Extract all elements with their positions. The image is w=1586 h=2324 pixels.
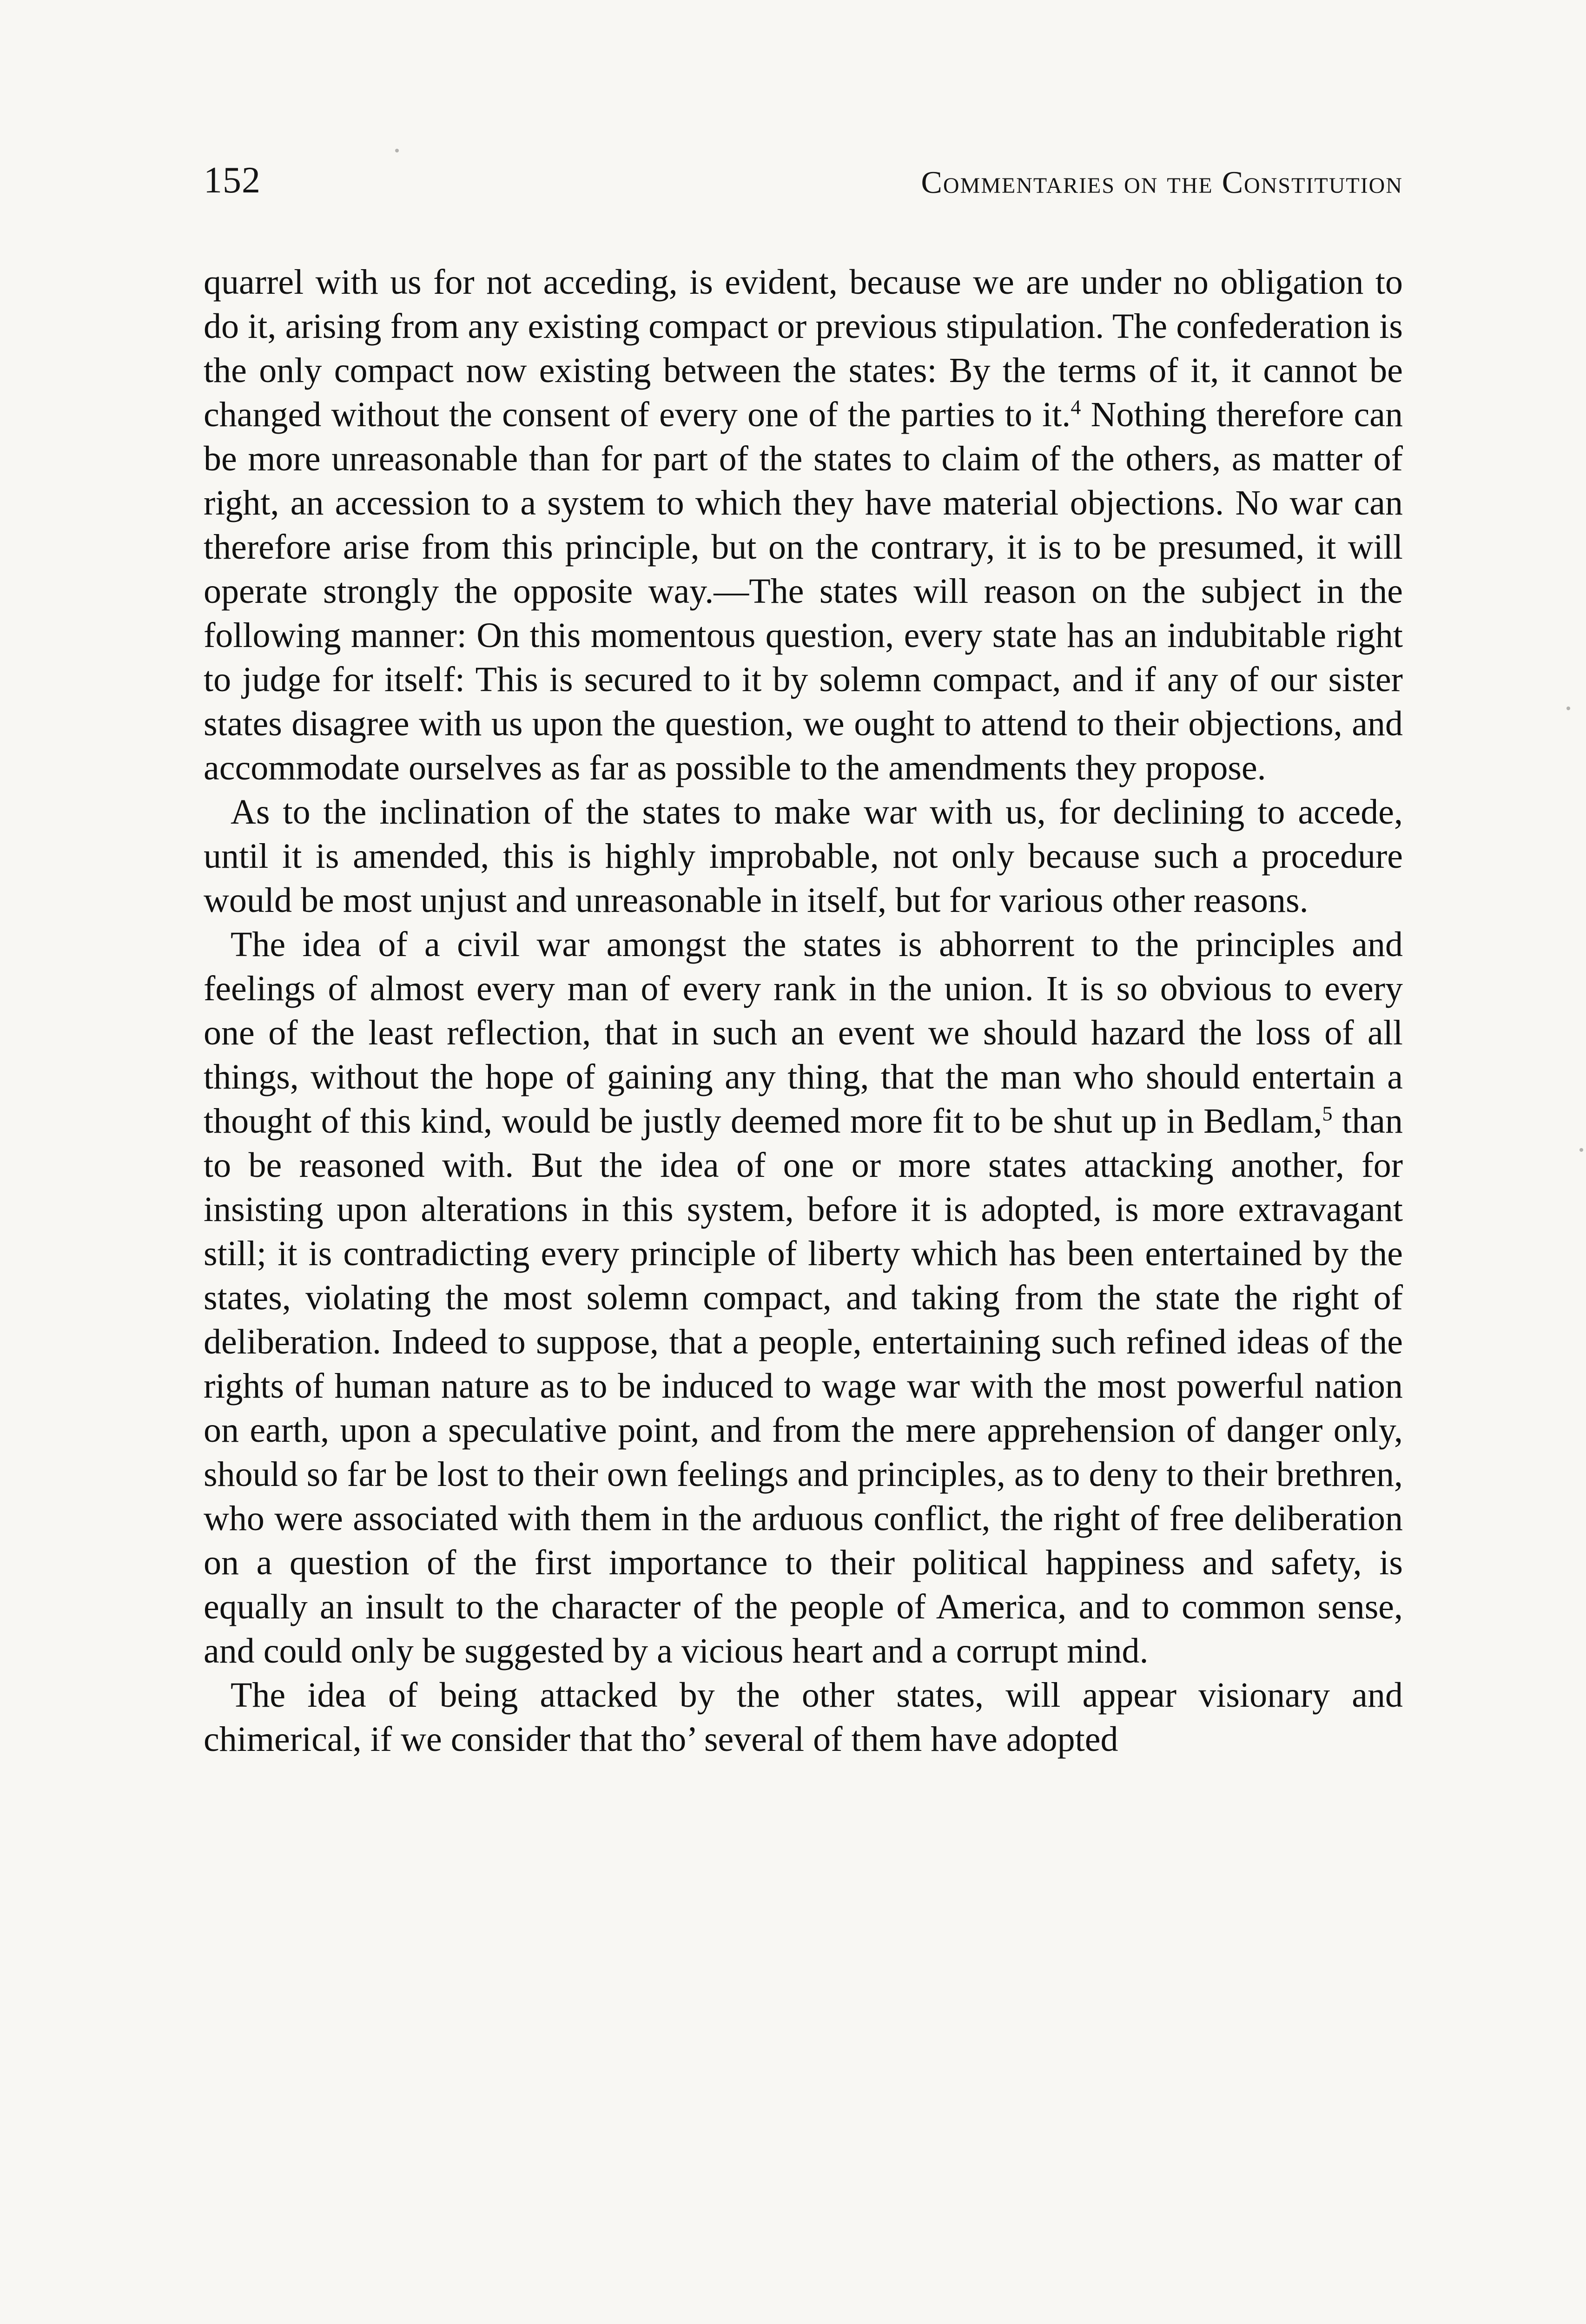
paper-speck (1306, 1036, 1310, 1039)
page-number: 152 (204, 160, 261, 201)
running-head: Commentaries on the Constitution (921, 165, 1403, 200)
page-body (204, 260, 1403, 1762)
footnote-marker: 4 (1071, 396, 1081, 419)
footnote-marker: 5 (1322, 1102, 1333, 1125)
paper-speck (395, 149, 399, 152)
paragraph-text: than to be reasoned with. But the idea of one or more states attacking another, for insisting upon alterations in this system, before it is adopted, is more extravagant still; it is contradicting every principle of liberty which has been entertained by the states, violating the most solemn compact, and taking from the state the right of deliberation. Indeed to suppose, that a people, entertaining such refined ideas of the rights of human nature as to be induced to wage war with the most powerful nation on earth, upon a speculative point, and from the mere apprehension of danger only, should so far be lost to their own feelings and principles, as to deny to their brethren, who were associated with them in the arduous conflict, the right of free deliberation on a question of the first importance to their political happiness and safety, is equally an insult to the character of the people of America, and to common sense, and could only be suggested by a vicious heart and a corrupt mind. (204, 1102, 1403, 1670)
paragraph-1 (204, 260, 1403, 790)
paragraph-text: The idea of a civil war amongst the states is abhorrent to the principles and feelings of almost every man of every rank in the union. It is so obvious to every one of the least reflection, that in such an event we should hazard the loss of all things, without the hope of gaining any thing, that the man who should entertain a thought of this kind, would be justly deemed more fit to be shut up in Bedlam, (204, 925, 1403, 1141)
paragraph-text: Nothing therefore can be more unreasonable than for part of the states to claim of the others, as matter of right, an accession to a system to which they have material objections. No war can therefore arise from this principle, but on the contrary, it is to be presumed, it will operate strongly the opposite way.—The states will reason on the subject in the following manner: On this momentous question, every state has an indubitable right to judge for itself: This is secured to it by solemn compact, and if any of our sister states disagree with us upon the question, we ought to attend to their objections, and accommodate ourselves as far as possible to the amendments they propose. (204, 395, 1403, 787)
paper-speck (1566, 706, 1570, 710)
paragraph-text: quarrel with us for not acceding, is evident, because we are under no obligation to do it, arising from any existing compact or previous stipulation. The confederation is the only compact now existing between the states: By the terms of it, it cannot be changed without the consent of every one of the parties to it. (204, 263, 1403, 434)
paragraph-3 (204, 923, 1403, 1673)
paragraph-4: The idea of being attacked by the other states, will appear visionary and chimerical, if we consider that tho’ several of them have adopted (204, 1676, 1403, 1759)
paper-speck (1579, 1148, 1583, 1152)
paragraph-2: As to the inclination of the states to make war with us, for declining to accede, until it is amended, this is highly improbable, not only because such a procedure would be most unjust and unreasonable in itself, but for various other reasons. (204, 792, 1403, 920)
page-header (204, 162, 1403, 213)
